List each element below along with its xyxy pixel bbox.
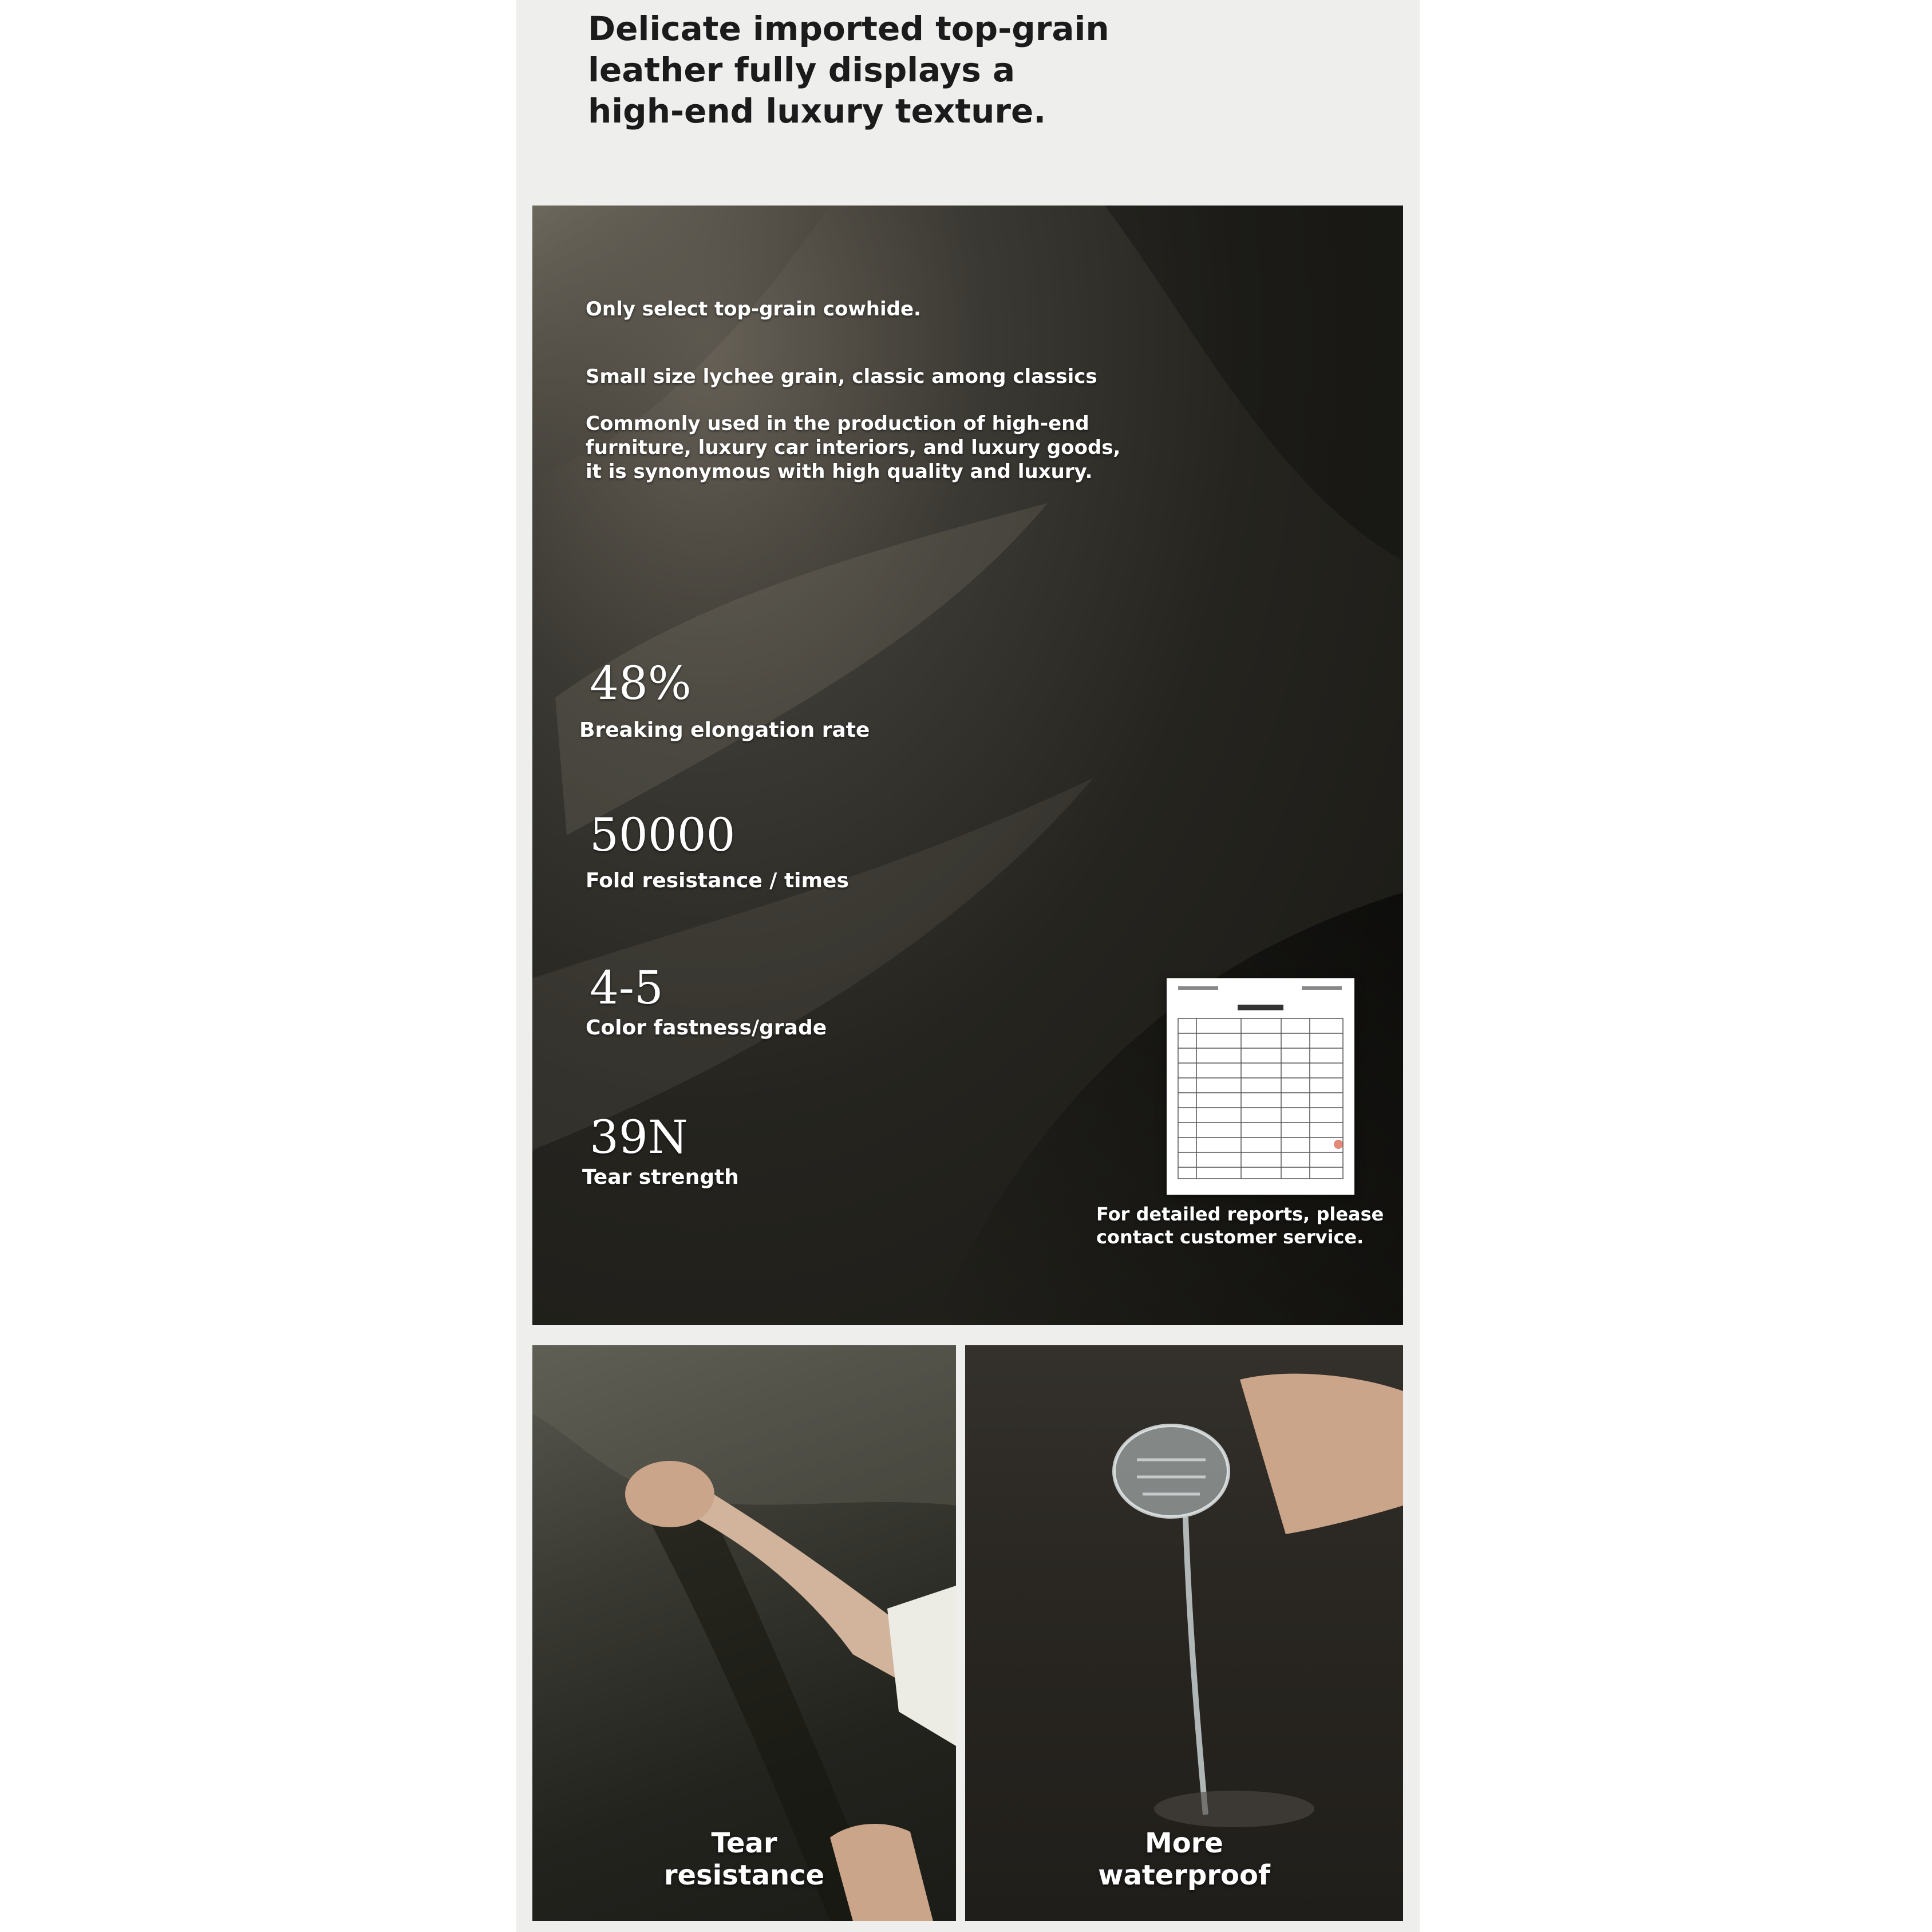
content-column: [516, 0, 1420, 1932]
stat-value-tear: 39N: [590, 1111, 688, 1164]
leather-hero-image: [532, 206, 1403, 1325]
headline: Delicate imported top-grain leather fully displays a high-end luxury texture.: [588, 9, 1109, 131]
intro-text: Only select top-grain cowhide.: [586, 298, 921, 321]
tear-resistance-caption: Tear resistance: [663, 1827, 825, 1891]
stat-value-elongation: 48%: [590, 657, 692, 710]
report-document-icon: [1167, 978, 1354, 1195]
waterproof-panel: [965, 1345, 1403, 1921]
grain-text: Small size lychee grain, classic among classics: [586, 365, 1097, 388]
stat-value-fold: 50000: [590, 808, 736, 862]
test-report-thumbnail: [1167, 978, 1354, 1195]
usage-text: Commonly used in the production of high-end furniture, luxury car interiors, and luxury goods, it is synonymous with high quality and luxury.: [586, 412, 1121, 483]
report-note: For detailed reports, please contact customer service.: [1096, 1203, 1384, 1248]
stat-label-elongation: Breaking elongation rate: [579, 718, 870, 742]
stat-value-fastness: 4-5: [590, 961, 663, 1014]
stat-label-fastness: Color fastness/grade: [586, 1016, 827, 1040]
tear-resistance-panel: [532, 1345, 956, 1921]
stat-label-fold: Fold resistance / times: [586, 869, 849, 892]
waterproof-caption: More waterproof: [1098, 1827, 1270, 1891]
stat-label-tear: Tear strength: [582, 1165, 739, 1189]
